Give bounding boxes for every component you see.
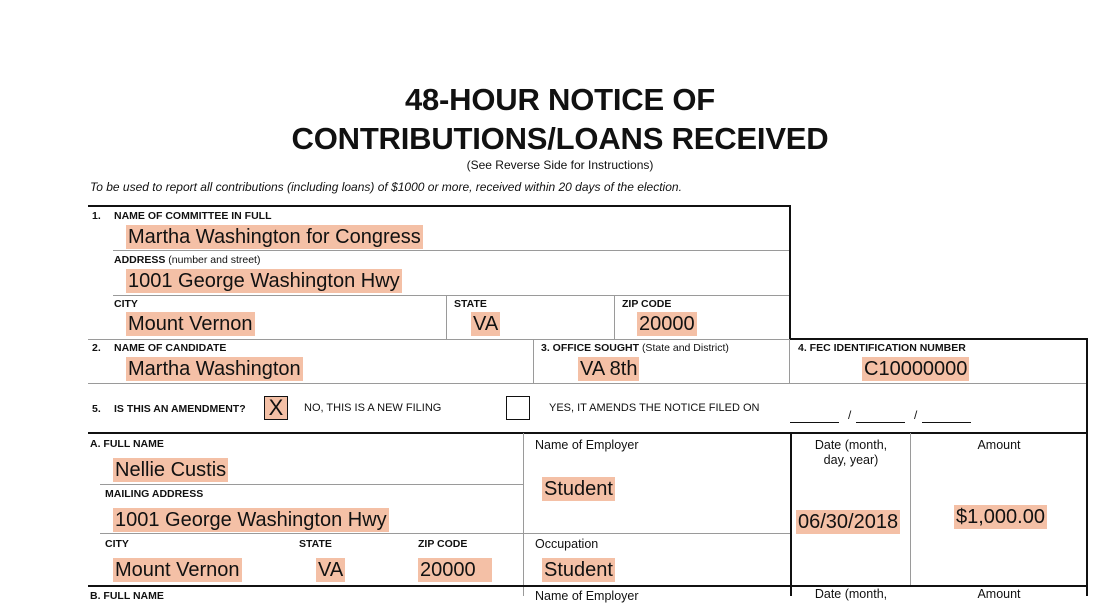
committee-address-field[interactable]: 1001 George Washington Hwy xyxy=(128,270,400,292)
committee-city-label: CITY xyxy=(114,298,138,310)
contribution-top-border xyxy=(88,432,1088,434)
date-label-line2: day, year) xyxy=(823,453,879,467)
committee-state-field[interactable]: VA xyxy=(473,313,499,335)
committee-right-border xyxy=(789,205,791,340)
amendment-yes-label: YES, IT AMENDS THE NOTICE FILED ON xyxy=(549,402,760,414)
committee-zip-field[interactable]: 20000 xyxy=(639,313,695,335)
employer-label: Name of Employer xyxy=(535,438,639,452)
occupation-field[interactable]: Student xyxy=(544,559,613,581)
fec-id-label: 4. FEC IDENTIFICATION NUMBER xyxy=(798,342,966,354)
amend-year-field[interactable] xyxy=(922,422,971,423)
contributor-city-field[interactable]: Mount Vernon xyxy=(115,559,240,581)
committee-city-field[interactable]: Mount Vernon xyxy=(128,313,253,335)
occupation-label: Occupation xyxy=(535,537,599,551)
amendment-yes-checkbox[interactable] xyxy=(506,396,530,420)
date-b-label: Date (month, xyxy=(814,587,888,601)
form-intro: To be used to report all contributions (including loans) of $1000 or more, received within 20 days of the election. xyxy=(90,180,682,194)
candidate-name-field[interactable]: Martha Washington xyxy=(128,358,301,380)
divider xyxy=(446,295,447,339)
right-border xyxy=(1086,338,1088,596)
mailing-address-label: MAILING ADDRESS xyxy=(105,488,204,500)
contributor-b-name-label: B. FULL NAME xyxy=(90,590,164,602)
amount-field[interactable]: $1,000.00 xyxy=(956,506,1045,528)
date-slash: / xyxy=(848,408,852,422)
committee-top-border xyxy=(88,205,791,207)
committee-address-label: ADDRESS (number and street) xyxy=(114,254,261,266)
fec-top-border xyxy=(789,338,1088,340)
amend-month-field[interactable] xyxy=(790,422,839,423)
divider xyxy=(100,484,523,485)
divider xyxy=(789,339,790,383)
mailing-address-field[interactable]: 1001 George Washington Hwy xyxy=(115,509,387,531)
contributor-zip-field[interactable]: 20000 xyxy=(418,558,492,582)
form-title-line2: CONTRIBUTIONS/LOANS RECEIVED xyxy=(291,121,829,156)
date-received-field[interactable]: 06/30/2018 xyxy=(798,511,899,533)
divider xyxy=(523,533,790,534)
candidate-number: 2. xyxy=(92,342,101,354)
contributor-city-label: CITY xyxy=(105,538,129,550)
fec-id-field[interactable]: C10000000 xyxy=(864,358,968,380)
divider xyxy=(113,295,789,296)
contributor-name-field[interactable]: Nellie Custis xyxy=(115,459,227,481)
divider xyxy=(910,433,911,585)
divider xyxy=(523,433,524,596)
form-title-line1: 48-HOUR NOTICE OF xyxy=(404,82,716,117)
form-subtitle: (See Reverse Side for Instructions) xyxy=(466,158,654,172)
x-mark-icon: X xyxy=(268,395,284,420)
amendment-no-checkbox[interactable] xyxy=(264,396,288,420)
amendment-number: 5. xyxy=(92,403,101,415)
amount-b-label: Amount xyxy=(977,587,1021,601)
divider xyxy=(100,533,523,534)
amendment-question: IS THIS AN AMENDMENT? xyxy=(114,403,246,415)
divider xyxy=(533,339,534,383)
date-label-line1: Date (month, xyxy=(814,438,888,452)
office-sought-field[interactable]: VA 8th xyxy=(580,358,638,380)
employer-field[interactable]: Student xyxy=(544,478,613,500)
contributor-name-label: A. FULL NAME xyxy=(90,438,164,450)
candidate-name-label: NAME OF CANDIDATE xyxy=(114,342,227,354)
divider xyxy=(113,250,789,251)
committee-name-label: NAME OF COMMITTEE IN FULL xyxy=(114,210,272,222)
committee-state-label: STATE xyxy=(454,298,487,310)
amendment-no-label: NO, THIS IS A NEW FILING xyxy=(304,402,442,414)
committee-zip-label: ZIP CODE xyxy=(622,298,672,310)
committee-number: 1. xyxy=(92,210,101,222)
amend-day-field[interactable] xyxy=(856,422,905,423)
contributor-zip-label: ZIP CODE xyxy=(418,538,468,550)
committee-name-field[interactable]: Martha Washington for Congress xyxy=(128,226,421,248)
divider xyxy=(88,383,1086,384)
contributor-state-field[interactable]: VA xyxy=(318,559,344,581)
contributor-state-label: STATE xyxy=(299,538,332,550)
office-sought-label: 3. OFFICE SOUGHT (State and District) xyxy=(541,342,729,354)
date-slash: / xyxy=(914,408,918,422)
divider xyxy=(88,339,790,340)
divider xyxy=(614,295,615,339)
amount-label: Amount xyxy=(977,438,1021,452)
employer-b-label: Name of Employer xyxy=(535,589,639,603)
